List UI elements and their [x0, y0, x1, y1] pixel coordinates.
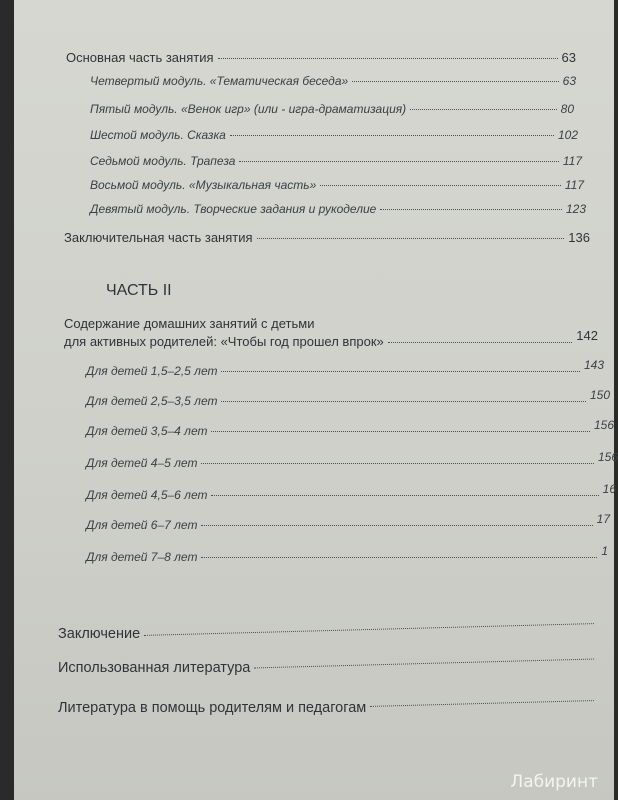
toc-entry-title: Для детей 2,5–3,5 лет	[86, 394, 218, 408]
toc-entry-title: Для детей 4,5–6 лет	[86, 488, 208, 502]
toc-entry-title: Шестой модуль. Сказка	[90, 128, 226, 142]
leader-dots	[370, 700, 594, 707]
toc-entry-title: Заключительная часть занятия	[64, 230, 253, 245]
toc-entry-age-5[interactable]	[86, 482, 616, 502]
leader-dots	[239, 161, 558, 162]
leader-dots	[257, 238, 565, 239]
leader-dots	[211, 495, 598, 496]
book-page	[14, 0, 618, 800]
toc-entry-page: 63	[562, 74, 576, 88]
toc-entry-module-9[interactable]	[90, 202, 586, 216]
toc-entry-page: 1	[601, 544, 608, 558]
toc-entry-literature-help[interactable]	[58, 700, 598, 716]
toc-entry-home-lessons-line1[interactable]	[64, 316, 584, 331]
toc-entry-title: Для детей 6–7 лет	[86, 518, 198, 532]
toc-entry-title: Пятый модуль. «Венок игр» (или - игра-драматизация)	[90, 102, 407, 116]
toc-entry-page: 117	[564, 178, 584, 192]
leader-dots	[230, 135, 554, 136]
toc-entry-age-4[interactable]	[86, 450, 618, 470]
toc-entry-title: Для детей 3,5–4 лет	[86, 424, 208, 438]
toc-entry-age-7[interactable]	[86, 544, 608, 564]
toc-entry-page: 63	[561, 50, 576, 65]
toc-entry-module-4[interactable]	[90, 74, 576, 88]
leader-dots	[221, 401, 585, 402]
toc-entry-title: для активных родителей: «Чтобы год прошел впрок»	[64, 334, 384, 349]
toc-entry-literature[interactable]	[58, 660, 598, 676]
toc-entry-title: Для детей 7–8 лет	[86, 550, 198, 564]
toc-entry-title: Седьмой модуль. Трапеза	[90, 154, 236, 168]
toc-entry-age-3[interactable]	[86, 418, 614, 438]
toc-entry-page: 150	[589, 388, 610, 402]
leader-dots	[211, 431, 589, 432]
leader-dots	[254, 659, 594, 669]
toc-entry-page: 156	[597, 450, 618, 464]
toc-entry-age-1[interactable]	[86, 358, 604, 378]
toc-entry-page: 117	[562, 154, 582, 168]
toc-entry-title: Восьмой модуль. «Музыкальная часть»	[90, 178, 317, 192]
toc-entry-title: Литература в помощь родителям и педагогам	[58, 700, 367, 716]
toc-entry-page: 80	[560, 102, 574, 116]
toc-entry-title: Для детей 4–5 лет	[86, 456, 198, 470]
toc-entry-title: Девятый модуль. Творческие задания и рукоделие	[90, 202, 377, 216]
toc-entry-page: 16	[602, 482, 616, 496]
leader-dots	[218, 58, 558, 59]
toc-entry-age-6[interactable]	[86, 512, 610, 532]
leader-dots	[388, 342, 573, 343]
toc-entry-title: Четвертый модуль. «Тематическая беседа»	[90, 74, 349, 88]
toc-entry-title: Заключение	[58, 626, 141, 642]
toc-entry-title: Использованная литература	[58, 660, 251, 676]
toc-entry-module-5[interactable]	[90, 102, 574, 116]
toc-entry-module-7[interactable]	[90, 154, 582, 168]
toc-entry-title: Содержание домашних занятий с детьми	[64, 316, 315, 331]
toc-entry-page: 102	[557, 128, 578, 142]
toc-entry-page: 123	[565, 202, 586, 216]
watermark-logo: Лабиринт	[510, 772, 598, 792]
toc-entry-title: Для детей 1,5–2,5 лет	[86, 364, 218, 378]
leader-dots	[410, 109, 556, 110]
toc-entry-conclusion[interactable]	[58, 626, 598, 642]
toc-entry-page: 156	[593, 418, 614, 432]
leader-dots	[352, 81, 558, 82]
leader-dots	[144, 623, 594, 636]
toc-entry-page: 143	[583, 358, 604, 372]
leader-dots	[201, 525, 592, 526]
leader-dots	[320, 185, 561, 186]
toc-entry-main-part[interactable]	[66, 50, 576, 65]
toc-entry-page: 142	[576, 328, 598, 343]
toc-entry-module-6[interactable]	[90, 128, 578, 142]
toc-entry-title: Основная часть занятия	[66, 50, 214, 65]
toc-entry-page: 136	[568, 230, 590, 245]
leader-dots	[380, 209, 562, 210]
leader-dots	[221, 371, 579, 372]
part-heading: ЧАСТЬ II	[106, 282, 172, 299]
toc-entry-final-part[interactable]	[64, 230, 590, 245]
toc-entry-module-8[interactable]	[90, 178, 584, 192]
leader-dots	[201, 557, 597, 558]
leader-dots	[201, 463, 594, 464]
toc-entry-home-lessons-line2[interactable]	[64, 328, 598, 349]
toc-entry-page: 17	[596, 512, 610, 526]
toc-entry-age-2[interactable]	[86, 388, 610, 408]
